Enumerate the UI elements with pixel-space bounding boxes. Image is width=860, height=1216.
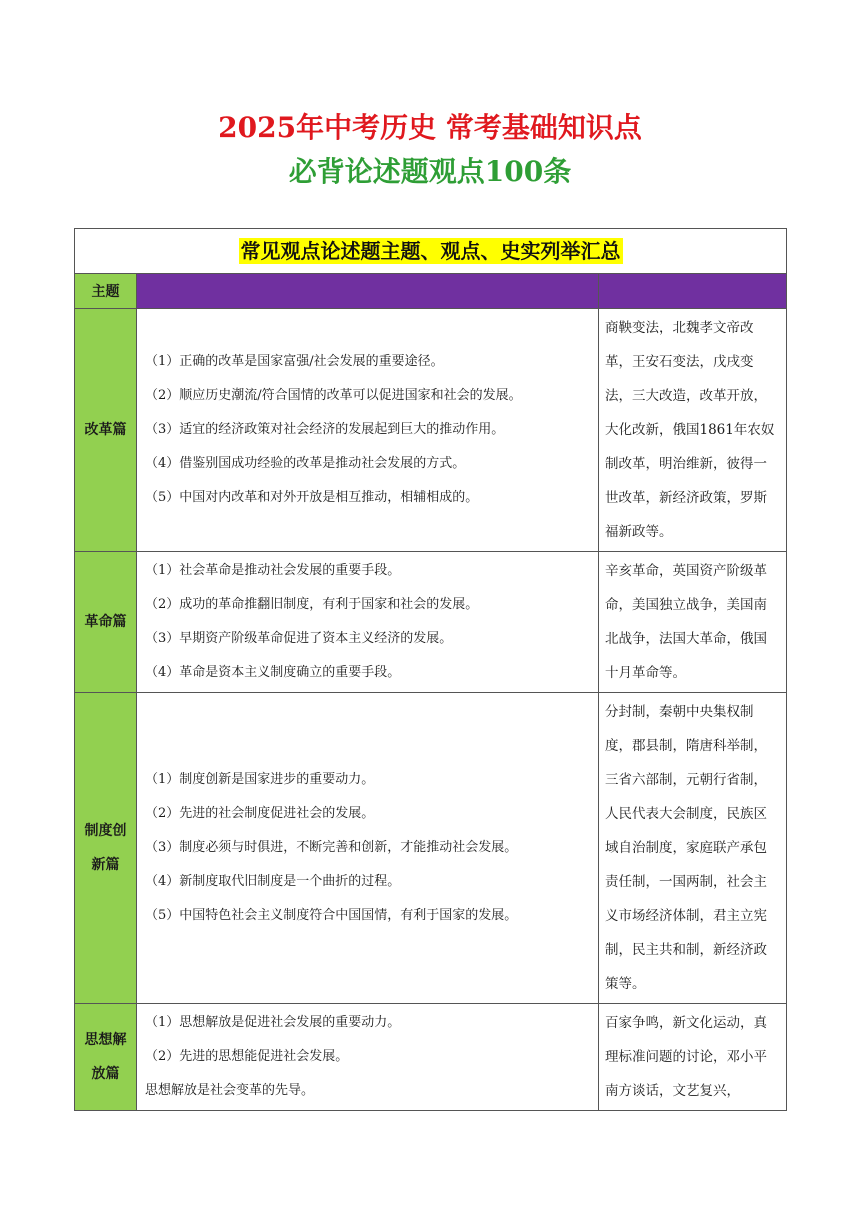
point-item: （2）成功的革命推翻旧制度，有利于国家和社会的发展。 [145,597,479,612]
points-cell [137,693,599,1004]
point-item: 思想解放是社会变革的先导。 [145,1083,315,1098]
facts-cell: 百家争鸣，新文化运动，真理标准问题的讨论，邓小平南方谈话，文艺复兴， [599,1004,787,1111]
point-item: （4）新制度取代旧制度是一个曲折的过程。 [145,874,401,889]
topic-cell: 制度创新篇 [75,693,137,1004]
topic-cell: 思想解放篇 [75,1004,137,1111]
point-item: （5）中国对内改革和对外开放是相互推动，相辅相成的。 [145,490,479,505]
point-item: （3）适宜的经济政策对社会经济的发展起到巨大的推动作用。 [145,422,505,437]
points-cell [137,309,599,552]
point-item: （3）早期资产阶级革命促进了资本主义经济的发展。 [145,631,453,646]
column-header-facts [599,274,787,309]
point-item: （4）革命是资本主义制度确立的重要手段。 [145,665,401,680]
column-header-topic: 主题 [75,274,137,309]
point-item: （2）顺应历史潮流/符合国情的改革可以促进国家和社会的发展。 [145,388,522,403]
point-item: （1）社会革命是推动社会发展的重要手段。 [145,563,401,578]
document-subtitle: 必背论述题观点100条 [288,155,572,188]
point-item: （4）借鉴别国成功经验的改革是推动社会发展的方式。 [145,456,466,471]
column-header-points [137,274,599,309]
table-heading-cell [75,229,787,274]
document-title: 2025年中考历史 常考基础知识点 [218,111,642,144]
table-heading: 常见观点论述题主题、观点、史实列举汇总 [240,239,621,263]
point-item: （2）先进的社会制度促进社会的发展。 [145,806,375,821]
points-cell [137,1004,599,1111]
point-item: （1）思想解放是促进社会发展的重要动力。 [145,1015,401,1030]
topic-cell: 改革篇 [75,309,137,552]
point-item: （2）先进的思想能促进社会发展。 [145,1049,349,1064]
facts-cell: 商鞅变法，北魏孝文帝改革，王安石变法，戊戌变法，三大改造，改革开放，大化改新，俄国1861年农奴制改革，明治维新，彼得一世改革，新经济政策，罗斯福新政等。 [599,309,787,552]
point-item: （5）中国特色社会主义制度符合中国国情，有利于国家的发展。 [145,908,518,923]
topic-cell: 革命篇 [75,552,137,693]
facts-cell: 分封制，秦朝中央集权制度，郡县制，隋唐科举制，三省六部制，元朝行省制，人民代表大会制度，民族区域自治制度，家庭联产承包责任制，一国两制，社会主义市场经济体制，君主立宪制，民主共和制，新经济政策等。 [599,693,787,1004]
facts-cell: 辛亥革命，英国资产阶级革命，美国独立战争，美国南北战争，法国大革命，俄国十月革命等。 [599,552,787,693]
points-cell [137,552,599,693]
table-row [75,552,787,693]
table-row [75,693,787,1004]
point-item: （1）正确的改革是国家富强/社会发展的重要途径。 [145,354,444,369]
point-item: （1）制度创新是国家进步的重要动力。 [145,772,375,787]
table-row [75,309,787,552]
column-header-row [75,274,787,309]
summary-table [74,228,787,1111]
table-row [75,1004,787,1111]
point-item: （3）制度必须与时俱进，不断完善和创新，才能推动社会发展。 [145,840,518,855]
